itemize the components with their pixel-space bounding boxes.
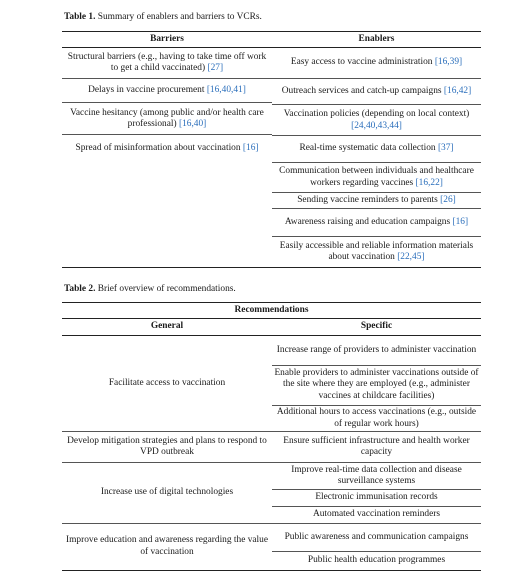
barrier-refs[interactable]: [16,40]: [178, 119, 207, 129]
row-divider: [272, 104, 481, 105]
table2-caption-label: Table 2.: [64, 284, 96, 294]
enabler-text: Easily accessible and reliable information materials about vaccination: [279, 240, 474, 262]
barrier-refs[interactable]: [27]: [207, 63, 224, 73]
table2-caption-text: Brief overview of recommendations.: [97, 284, 236, 294]
specific-cell: Additional hours to access vaccinations (e.g., outside of regular work hours): [276, 407, 477, 429]
enabler-text: Outreach services and catch-up campaigns: [281, 85, 442, 96]
table2-header-general: General: [150, 321, 184, 332]
specific-cell: Automated vaccination reminders: [312, 509, 441, 520]
specific-cell: Public health education programmes: [307, 554, 446, 565]
enabler-text: Awareness raising and education campaigns: [284, 216, 451, 227]
barrier-cell: [62, 79, 272, 102]
enabler-cell: [272, 137, 481, 161]
barrier-refs[interactable]: [16,40,41]: [206, 84, 246, 95]
table1-header-enablers: Enablers: [358, 33, 395, 44]
barrier-cell: [62, 135, 272, 162]
table1-caption: [64, 12, 262, 22]
specific-cell: Electronic immunisation records: [315, 492, 438, 503]
table2-header-specific: Specific: [360, 321, 393, 332]
enabler-text: Vaccination policies (depending on local context): [283, 109, 470, 119]
barrier-text: Delays in vaccine procurement: [88, 84, 205, 95]
table2-header-main: Recommendations: [234, 304, 309, 315]
specific-cell: Enable providers to administer vaccinations outside of the site where they are employed (e.g., administer vaccines at childcare facilities): [274, 367, 479, 401]
enabler-cell: [272, 193, 481, 208]
enabler-cell: [272, 79, 481, 104]
enabler-refs[interactable]: [16,42]: [443, 85, 472, 96]
barrier-text: Spread of misinformation about vaccination: [75, 142, 241, 153]
specific-cell: Improve real-time data collection and disease surveillance systems: [291, 464, 462, 486]
enabler-text: Communication between individuals and healthcare workers regarding vaccines: [279, 166, 474, 188]
barrier-cell: [62, 48, 272, 78]
enabler-cell: [272, 163, 481, 192]
table2-caption: [64, 284, 236, 294]
table1-caption-text: Summary of enablers and barriers to VCRs.: [97, 12, 262, 22]
general-cell: Facilitate access to vaccination: [108, 377, 226, 388]
enabler-refs[interactable]: [37]: [437, 143, 454, 154]
enabler-refs[interactable]: [16,39]: [434, 57, 463, 68]
row-divider: [272, 135, 481, 136]
enabler-cell: [272, 238, 481, 266]
table1-header-barriers: Barriers: [150, 33, 184, 44]
barrier-text: Structural barriers (e.g., having to take time off work to get a child vaccinated): [67, 51, 267, 73]
specific-cell: Public awareness and communication campaigns: [284, 531, 469, 542]
table1-bottom-rule: [62, 267, 481, 268]
general-cell: Develop mitigation strategies and plans to respond to VPD outbreak: [67, 435, 267, 457]
enabler-refs[interactable]: [26]: [440, 194, 456, 205]
enabler-cell: [272, 106, 481, 135]
row-divider: [272, 236, 481, 237]
enabler-text: Easy access to vaccine administration: [290, 57, 433, 68]
enabler-refs[interactable]: [16,22]: [415, 177, 443, 188]
specific-cell: Increase range of providers to administer vaccination: [276, 344, 477, 355]
enabler-text: Real-time systematic data collection: [299, 143, 436, 154]
table1-caption-label: Table 1.: [64, 12, 96, 22]
enabler-text: Sending vaccine reminders to parents: [297, 194, 438, 205]
row-divider: [62, 102, 272, 103]
enabler-cell: [272, 48, 481, 78]
general-cell: Improve education and awareness regarding the value of vaccination: [66, 535, 268, 557]
specific-cell: Ensure sufficient infrastructure and health worker capacity: [283, 435, 470, 457]
barrier-refs[interactable]: [16]: [242, 142, 259, 153]
enabler-refs[interactable]: [24,40,43,44]: [351, 120, 402, 131]
enabler-refs[interactable]: [22,45]: [397, 252, 425, 262]
general-cell: Increase use of digital technologies: [100, 487, 234, 498]
enabler-refs[interactable]: [16]: [452, 216, 469, 227]
barrier-cell: [62, 104, 272, 134]
barrier-text: Vaccine hesitancy (among public and/or health care professional): [70, 107, 264, 129]
table2-bottom-rule: [62, 570, 481, 571]
enabler-cell: [272, 209, 481, 236]
